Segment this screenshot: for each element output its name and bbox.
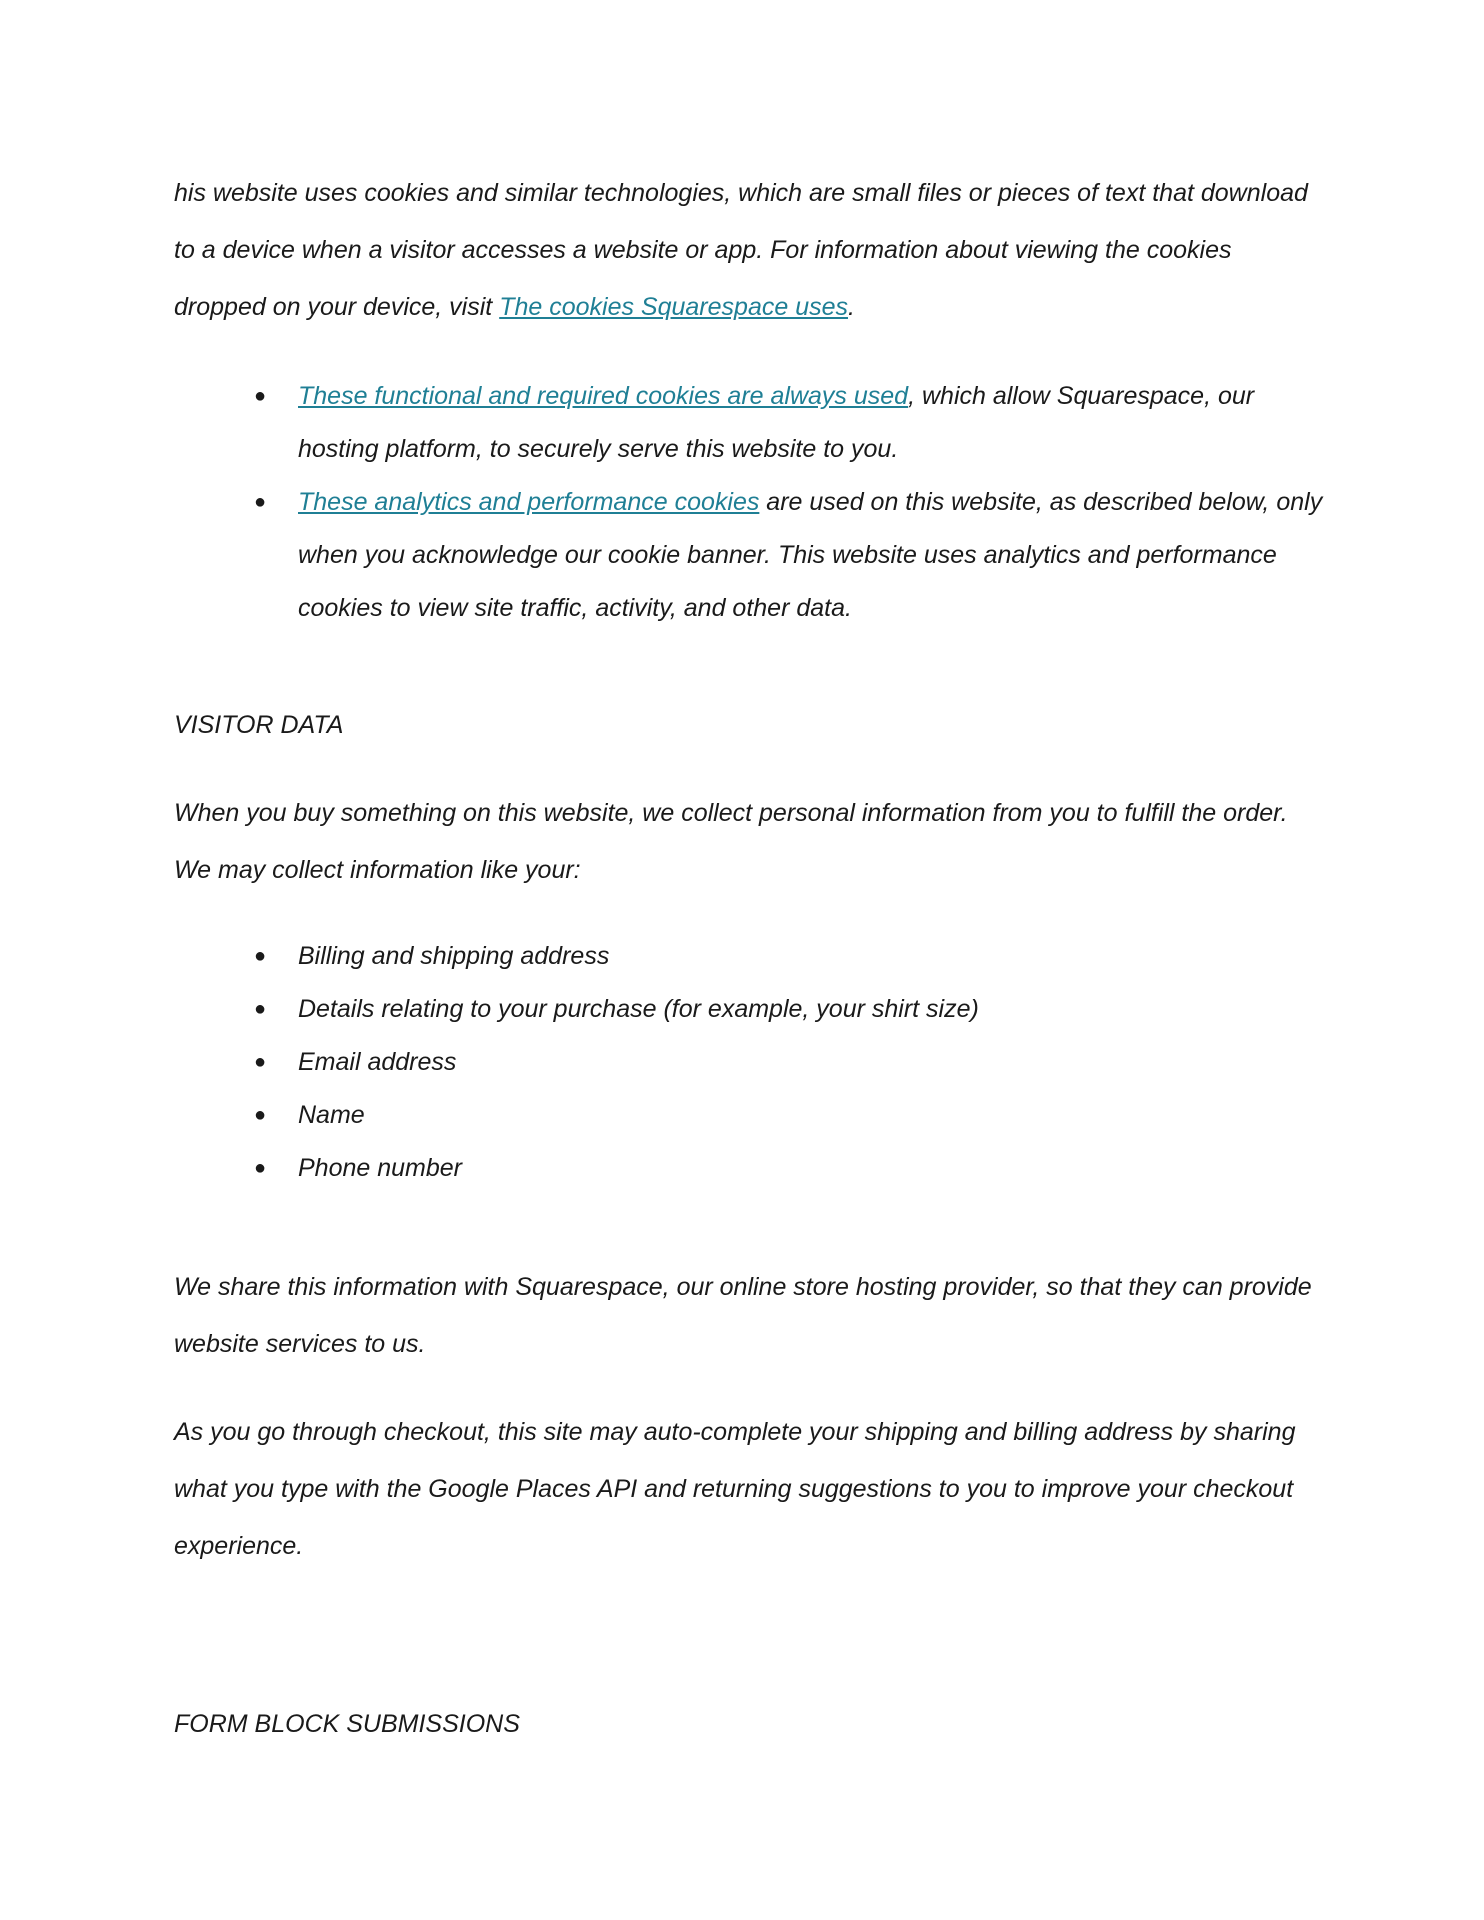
intro-end: . — [848, 293, 855, 321]
list-item — [174, 370, 1324, 476]
functional-cookies-text: , which allow Squarespace, our hosting platform, to securely serve this website to you. — [298, 382, 1255, 463]
visitor-data-list — [174, 930, 1324, 1195]
list-item: ● Email address — [174, 1036, 1324, 1089]
intro-paragraph — [174, 165, 1324, 336]
list-item — [174, 476, 1324, 635]
visitor-data-heading: VISITOR DATA — [174, 711, 344, 739]
list-item: ● Phone number — [174, 1142, 1324, 1195]
intro-text: his website uses cookies and similar technologies, which are small files or pieces of text that download to a device when a visitor accesses a website or app. For information about viewing the cookies dropped on your device, visit — [174, 179, 1308, 321]
visitor-data-intro — [174, 785, 1324, 899]
cookie-bullet-list — [174, 370, 1324, 635]
analytics-cookies-link[interactable]: These analytics and performance cookies — [298, 488, 760, 516]
checkout-text: As you go through checkout, this site may auto-complete your shipping and billing address by sharing what you type with the Google Places API and returning suggestions to you to improve your checkout experience. — [174, 1418, 1296, 1560]
visitor-data-section — [174, 697, 1324, 754]
cookies-squarespace-uses-link[interactable]: The cookies Squarespace uses — [499, 293, 849, 321]
functional-cookies-link[interactable]: These functional and required cookies are always used — [298, 382, 909, 410]
share-text: We share this information with Squarespace, our online store hosting provider, so that they can provide website services to us. — [174, 1273, 1312, 1358]
list-item: ● Billing and shipping address — [174, 930, 1324, 983]
visitor-data-intro-text: When you buy something on this website, we collect personal information from you to fulfill the order. We may collect information like your: — [174, 799, 1288, 884]
share-paragraph — [174, 1259, 1324, 1373]
list-item: ● Name — [174, 1089, 1324, 1142]
list-item: ● Details relating to your purchase (for example, your shirt size) — [174, 983, 1324, 1036]
form-block-section — [174, 1696, 1324, 1753]
checkout-paragraph — [174, 1404, 1324, 1575]
analytics-cookies-text: are used on this website, as described below, only when you acknowledge our cookie banner. This website uses analytics and performance cookies to view site traffic, activity, and other data. — [298, 488, 1323, 622]
form-block-heading: FORM BLOCK SUBMISSIONS — [174, 1710, 520, 1738]
